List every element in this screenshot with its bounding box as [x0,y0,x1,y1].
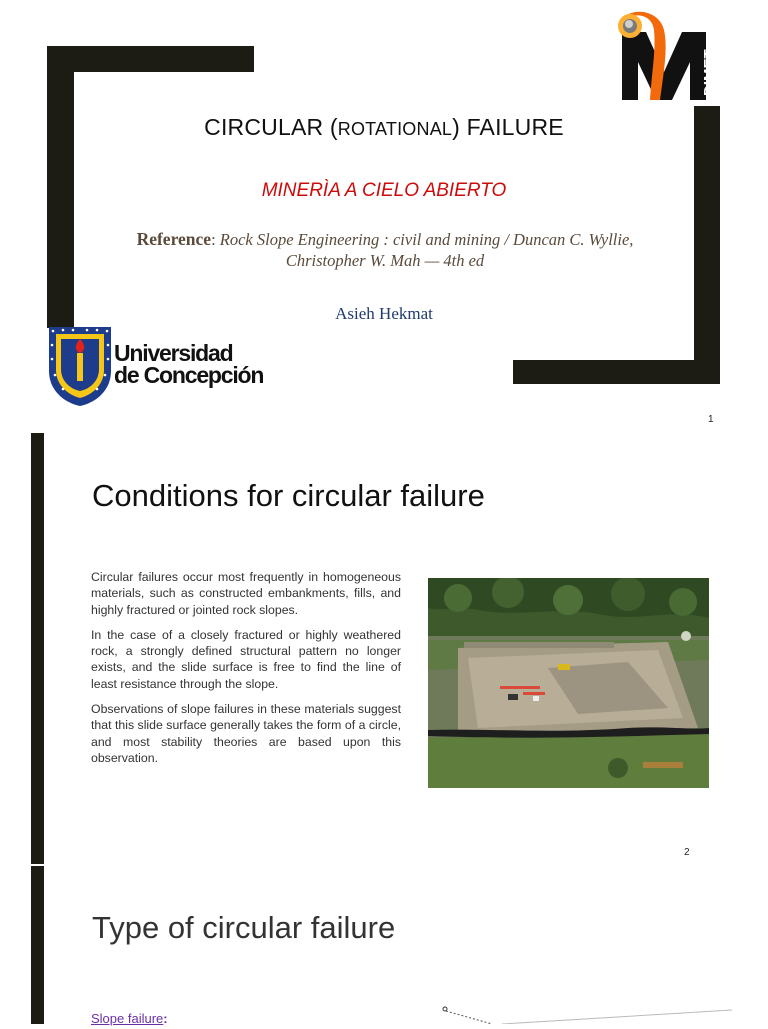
slope-failure-diagram [432,1004,732,1024]
author-name: Asieh Hekmat [335,304,433,323]
slide-2-left-bar [31,433,44,864]
slide-3-title: Type of circular failure [92,910,396,945]
frame-top-left-horizontal [47,46,254,72]
frame-bottom-right-vertical [694,106,720,384]
slide-1-title: CIRCULAR (ROTATIONAL) FAILURE [204,114,564,140]
page-number-2: 2 [684,847,690,858]
university-crest-icon [47,325,113,407]
paragraph: In the case of a closely fractured or highly weathered rock, a strongly defined structural pattern no longer exists, and the slide surface is free to find the line of least resistance through the slope. [91,627,401,691]
landslide-photo [428,578,709,788]
slope-failure-label: Slope failure: [91,1011,168,1026]
university-name: Universidad de Concepción [114,340,264,388]
slide-2-title: Conditions for circular failure [92,478,485,513]
slide-3-left-bar [31,866,44,1024]
reference-label: Reference [136,229,212,249]
logo-text: DIMET [701,49,718,96]
slide-1-subtitle: MINERÌA A CIELO ABIERTO [261,180,507,201]
slide-2-body [91,569,401,775]
reference: Reference: Rock Slope Engineering : civil and mining / Duncan C. Wyllie, Christopher W. Mah — 4th ed [136,229,634,270]
paragraph: Observations of slope failures in these materials suggest that this slide surface generally takes the form of a circle, and most stability theories are based upon this observation. [91,702,401,765]
frame-bottom-right-horizontal [513,360,720,384]
reference-text: Rock Slope Engineering : civil and mining / Duncan C. Wyllie, Christopher W. Mah — 4th ed [219,230,634,270]
dimet-logo [612,10,720,102]
page-number-1: 1 [708,414,714,425]
paragraph: Circular failures occur most frequently in homogeneous materials, such as constructed embankments, fills, and highly fractured or jointed rock slopes. [91,570,401,617]
